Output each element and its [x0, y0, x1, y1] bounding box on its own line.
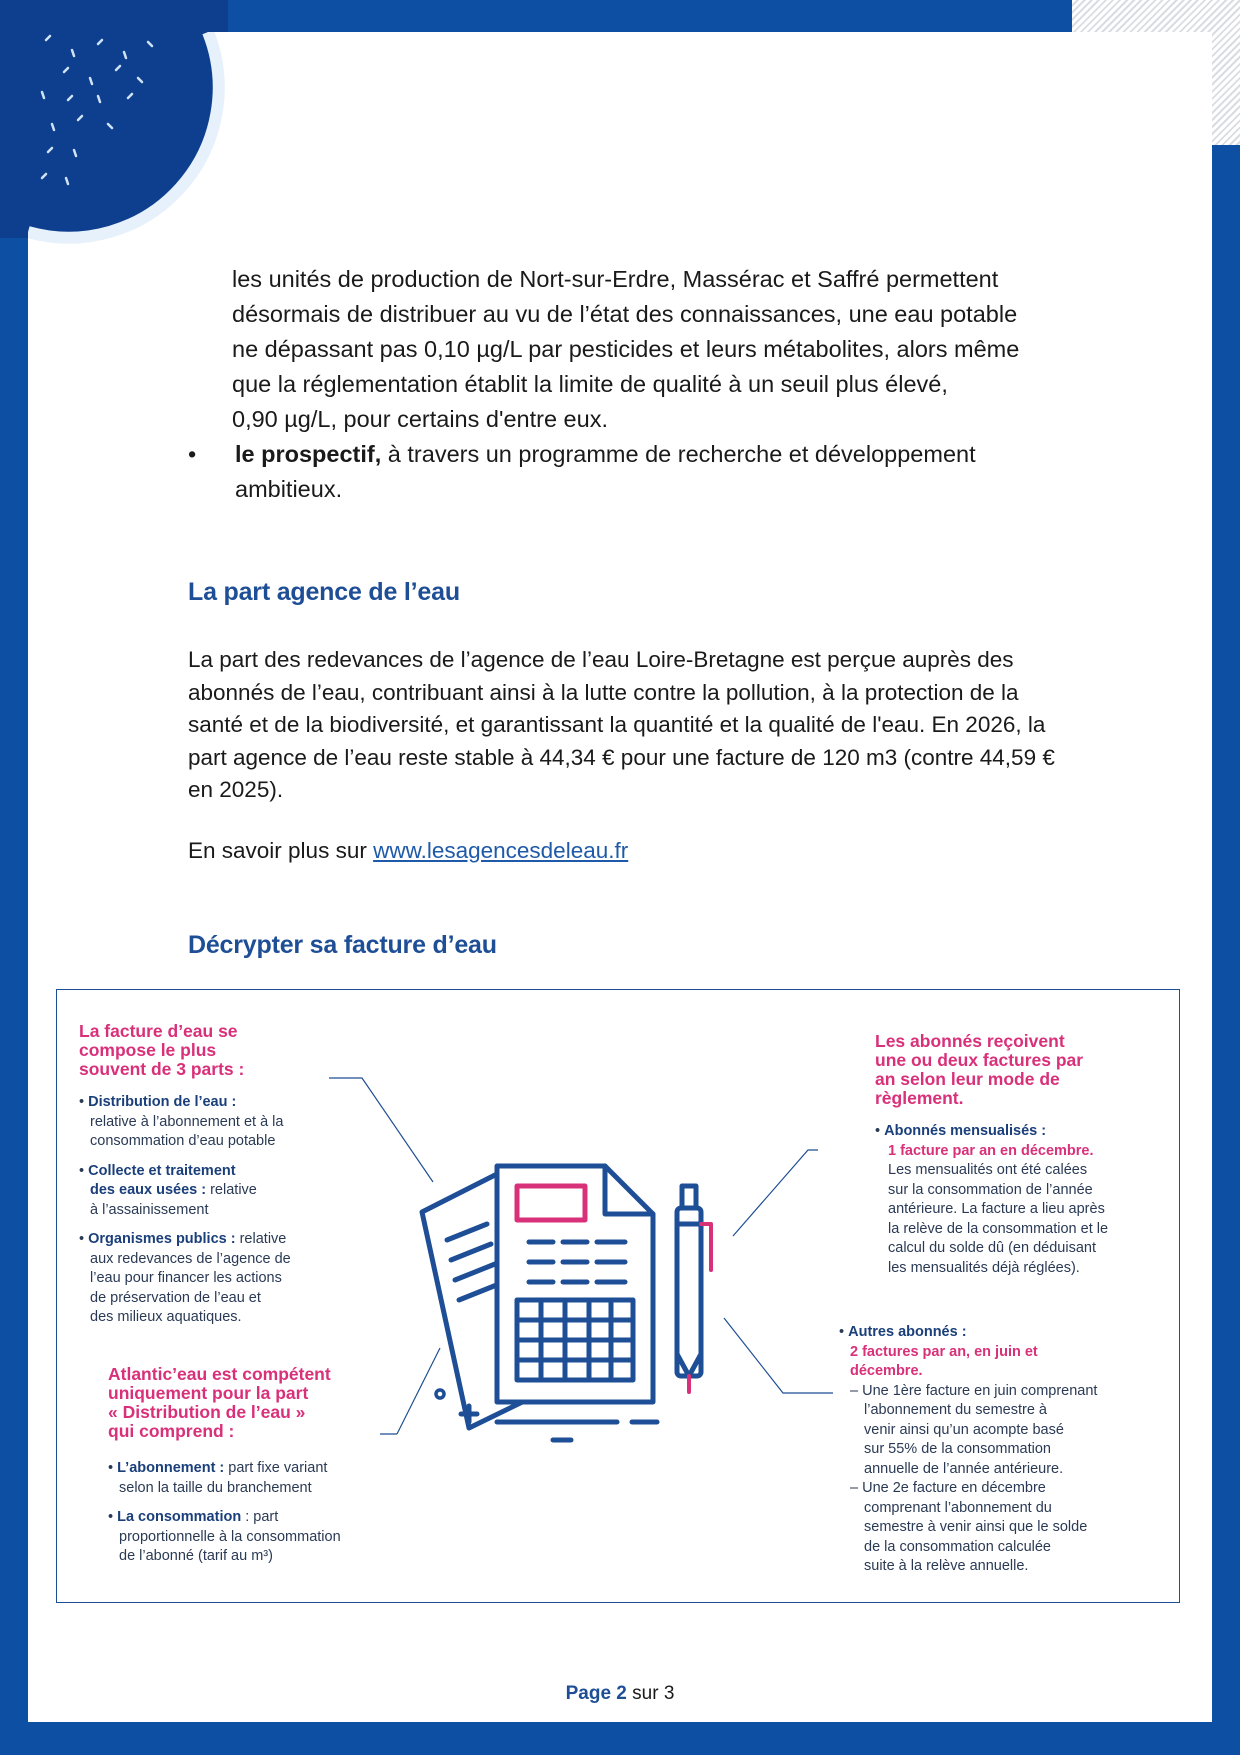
left-item-collecte: • Collecte et traitement des eaux usées : relative à l’assainissement	[79, 1162, 379, 1221]
intro-paragraph	[232, 262, 1062, 437]
item-line: selon la taille du branchement	[119, 1479, 312, 1496]
item-line: relative à l’abonnement et à la	[90, 1113, 284, 1130]
more-info	[188, 838, 628, 864]
left-title-line: La facture d’eau se	[79, 1021, 238, 1041]
item-line: sur la consommation de l’année	[888, 1181, 1093, 1198]
agences-link[interactable]: www.lesagencesdeleau.fr	[373, 838, 629, 863]
bullet-text: à travers un programme de recherche et développement	[381, 441, 976, 467]
sub-line: sur 55% de la consommation	[864, 1441, 1051, 1457]
connector-line	[733, 1150, 818, 1236]
item-bold: Organismes publics :	[88, 1231, 236, 1247]
item-line: Les mensualités ont été calées	[888, 1162, 1088, 1178]
atlantic-item-abonnement: • L’abonnement : part fixe variant selon la taille du branchement	[108, 1459, 408, 1498]
atlantic-title-line: Atlantic’eau est compétent	[108, 1364, 331, 1384]
invoice-icon	[422, 1166, 657, 1440]
item-line: de préservation de l’eau et	[90, 1289, 261, 1306]
sub-line: – Une 2e facture en décembre	[850, 1480, 1046, 1496]
connector-line	[329, 1078, 433, 1182]
item-line: aux redevances de l’agence de	[90, 1250, 291, 1267]
agence-paragraph	[188, 644, 1068, 807]
sub-line: de la consommation calculée	[864, 1538, 1051, 1555]
item-line: antérieure. La facture a lieu après	[888, 1201, 1105, 1217]
left-title-line: compose le plus	[79, 1040, 217, 1060]
item-pink: décembre.	[850, 1363, 923, 1379]
item-line: proportionnelle à la consommation	[119, 1528, 341, 1545]
intro-line: ne dépassant pas 0,10 µg/L par pesticides et leurs métabolites, alors même	[232, 336, 1020, 362]
item-line: les mensualités déjà réglées).	[888, 1259, 1080, 1276]
paragraph-line: en 2025).	[188, 777, 284, 802]
sub-line: – Une 1ère facture en juin comprenant	[850, 1382, 1098, 1399]
item-tail: relative	[235, 1231, 287, 1247]
page-label: Page	[565, 1683, 612, 1704]
page-sep: sur	[626, 1683, 664, 1704]
item-line: de l’abonné (tarif au m³)	[119, 1548, 273, 1564]
atlantic-title-line: « Distribution de l’eau »	[108, 1402, 306, 1422]
connector-line	[724, 1318, 833, 1393]
mensualises-item: • Abonnés mensualisés : 1 facture par an en décembre. Les mensualités ont été calées sur la consommation de l’année antérieure. La facture a lieu après la relève de la consommation et le calcul du solde dû (en déduisant les mensualités déjà réglées).	[875, 1122, 1165, 1278]
item-line: à l’assainissement	[90, 1201, 209, 1218]
item-bold: Abonnés mensualisés :	[884, 1123, 1047, 1139]
item-bold: Autres abonnés :	[848, 1324, 967, 1340]
page-footer	[0, 1683, 1240, 1705]
atlantic-item-consommation: • La consommation : part proportionnelle à la consommation de l’abonné (tarif au m³)	[108, 1508, 408, 1567]
section-title-agence: La part agence de l’eau	[188, 578, 460, 606]
left-title-line: souvent de 3 parts :	[79, 1059, 245, 1079]
left-item-organismes: • Organismes publics : relative aux redevances de l’agence de l’eau pour financer les actions de préservation de l’eau et des milieux aquatiques.	[79, 1230, 379, 1328]
item-pink: 2 factures par an, en juin et	[850, 1343, 1038, 1360]
item-tail: part fixe variant	[224, 1460, 328, 1476]
intro-line: 0,90 µg/L, pour certains d'entre eux.	[232, 406, 608, 432]
item-bold: Distribution de l’eau :	[88, 1094, 237, 1110]
paragraph-line: La part des redevances de l’agence de l’eau Loire-Bretagne est perçue auprès des	[188, 647, 1014, 672]
connector-line	[397, 1348, 440, 1434]
item-line: calcul du solde dû (en déduisant	[888, 1240, 1096, 1256]
section-title-facture: Décrypter sa facture d’eau	[188, 931, 497, 959]
item-bold: des eaux usées :	[90, 1182, 207, 1198]
item-bold: L’abonnement :	[117, 1460, 225, 1476]
atlantic-title-line: qui comprend :	[108, 1421, 235, 1441]
item-bold: Collecte et traitement	[88, 1162, 236, 1179]
bullet-text-cont: ambitieux.	[235, 476, 343, 502]
item-line: consommation d’eau potable	[90, 1133, 276, 1149]
intro-line: que la réglementation établit la limite de qualité à un seuil plus élevé,	[232, 371, 948, 397]
page-number: 2	[616, 1683, 627, 1704]
sub-line: l’abonnement du semestre à	[864, 1402, 1047, 1418]
sub-line: comprenant l’abonnement du	[864, 1499, 1052, 1516]
decorative-dots	[28, 32, 268, 272]
paragraph-line: abonnés de l’eau, contribuant ainsi à la lutte contre la pollution, à la protection de la	[188, 679, 1019, 705]
pen-icon	[677, 1186, 711, 1392]
item-bold: La consommation	[117, 1509, 242, 1525]
sub-line: semestre à venir ainsi que le solde	[864, 1519, 1088, 1535]
right-title-line: une ou deux factures par	[875, 1050, 1084, 1070]
right-title-line: règlement.	[875, 1088, 964, 1108]
page-total: 3	[663, 1683, 675, 1704]
sub-line: suite à la relève annuelle.	[864, 1558, 1029, 1574]
atlantic-title-line: uniquement pour la part	[108, 1383, 309, 1403]
paragraph-line: part agence de l’eau reste stable à 44,34 € pour une facture de 120 m3 (contre 44,59 €	[188, 744, 1055, 770]
item-line: des milieux aquatiques.	[90, 1309, 242, 1325]
item-tail: relative	[206, 1182, 257, 1198]
right-title-line: Les abonnés reçoivent	[875, 1031, 1065, 1051]
intro-line: les unités de production de Nort-sur-Erdre, Massérac et Saffré permettent	[232, 266, 999, 292]
invoice-illustration	[57, 990, 1179, 1602]
right-bottom-block: • Autres abonnés : 2 factures par an, en juin et décembre. – Une 1ère facture en juin comprenant l’abonnement du semestre à venir ainsi qu’un acompte basé sur 55% de la consommation annuelle de l’année antérieure. – Une 2e facture en décembre comprenant l’abonnement du semestre à venir ainsi que le solde de la consommation calculée suite à la relève annuelle.	[839, 1323, 1159, 1577]
bullet-bold: le prospectif,	[235, 441, 382, 467]
item-line: l’eau pour financer les actions	[90, 1270, 282, 1286]
left-item-distribution: • Distribution de l’eau : relative à l’abonnement et à la consommation d’eau potable	[79, 1093, 379, 1152]
intro-line: désormais de distribuer au vu de l’état des connaissances, une eau potable	[232, 301, 1018, 327]
infographic-facture	[56, 989, 1180, 1603]
sub-line: annuelle de l’année antérieure.	[864, 1460, 1064, 1477]
more-prefix: En savoir plus sur	[188, 838, 374, 863]
right-title-line: an selon leur mode de	[875, 1069, 1060, 1089]
item-pink: 1 facture par an en décembre.	[888, 1142, 1094, 1159]
sub-line: venir ainsi qu’un acompte basé	[864, 1421, 1064, 1438]
bullet-icon: •	[188, 441, 197, 467]
item-line: la relève de la consommation et le	[888, 1220, 1109, 1237]
paragraph-line: santé et de la biodiversité, et garantissant la quantité et la qualité de l'eau. En 2026, la	[188, 712, 1046, 737]
item-tail: : part	[241, 1509, 279, 1525]
